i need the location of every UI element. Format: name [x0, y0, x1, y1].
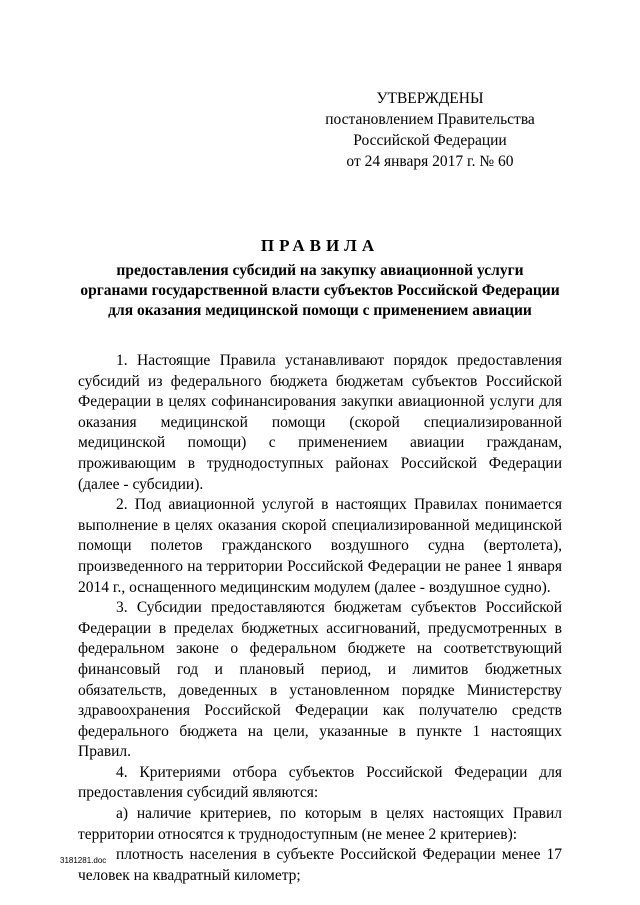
paragraph-1: 1. Настоящие Правила устанавливают порядок предоставления субсидий из федерального бюджета бюджетам субъектов Российской Федерации в целях софинансирования закупки авиационной услуги для оказания медицинской помощи (скорой специализированной медицинской помощи) с применением авиации гражданам, проживающим в труднодоступных районах Российской Федерации (далее - субсидии).	[78, 352, 562, 493]
paragraph-density: плотность населения в субъекте Российской Федерации менее 17 человек на квадратный километр;	[78, 846, 562, 884]
document-subtitle	[70, 261, 570, 321]
approval-line-1: постановлением Правительства	[325, 111, 535, 128]
paragraph-3: 3. Субсидии предоставляются бюджетам субъектов Российской Федерации в пределах бюджетных ассигнований, предусмотренных в федеральном законе о федеральном бюджете на соответствующий финансовый год и плановый период, и лимитов бюджетных обязательств, доведенных в установленном порядке Министерству здравоохранения Российской Федерации как получателю средств федерального бюджета на цели, указанные в пункте 1 настоящих Правил.	[78, 599, 562, 761]
subtitle-line-3: для оказания медицинской помощи с применением авиации	[108, 302, 532, 319]
paragraph-2: 2. Под авиационной услугой в настоящих Правилах понимается выполнение в целях оказания скорой специализированной медицинской помощи полетов гражданского воздушного судна (вертолета), произведенного на территории Российской Федерации не ранее 1 января 2014 г., оснащенного медицинским модулем (далее - воздушное судно).	[78, 496, 562, 596]
document-body	[78, 351, 562, 886]
approval-heading: УТВЕРЖДЕНЫ	[376, 90, 484, 107]
subtitle-line-1: предоставления субсидий на закупку авиационной услуги	[116, 262, 524, 279]
approval-line-3: от 24 января 2017 г. № 60	[346, 153, 514, 170]
file-name-footer: 3181281.doc	[60, 856, 107, 865]
approval-block	[300, 88, 560, 172]
paragraph-4: 4. Критериями отбора субъектов Российской Федерации для предоставления субсидий являются:	[78, 763, 562, 802]
document-title: ПРАВИЛА	[260, 236, 380, 255]
paragraph-4a: а) наличие критериев, по которым в целях настоящих Правил территории относятся к труднодоступным (не менее 2 критериев):	[78, 805, 562, 843]
approval-line-2: Российской Федерации	[353, 132, 507, 149]
subtitle-line-2: органами государственной власти субъектов Российской Федерации	[80, 282, 560, 299]
